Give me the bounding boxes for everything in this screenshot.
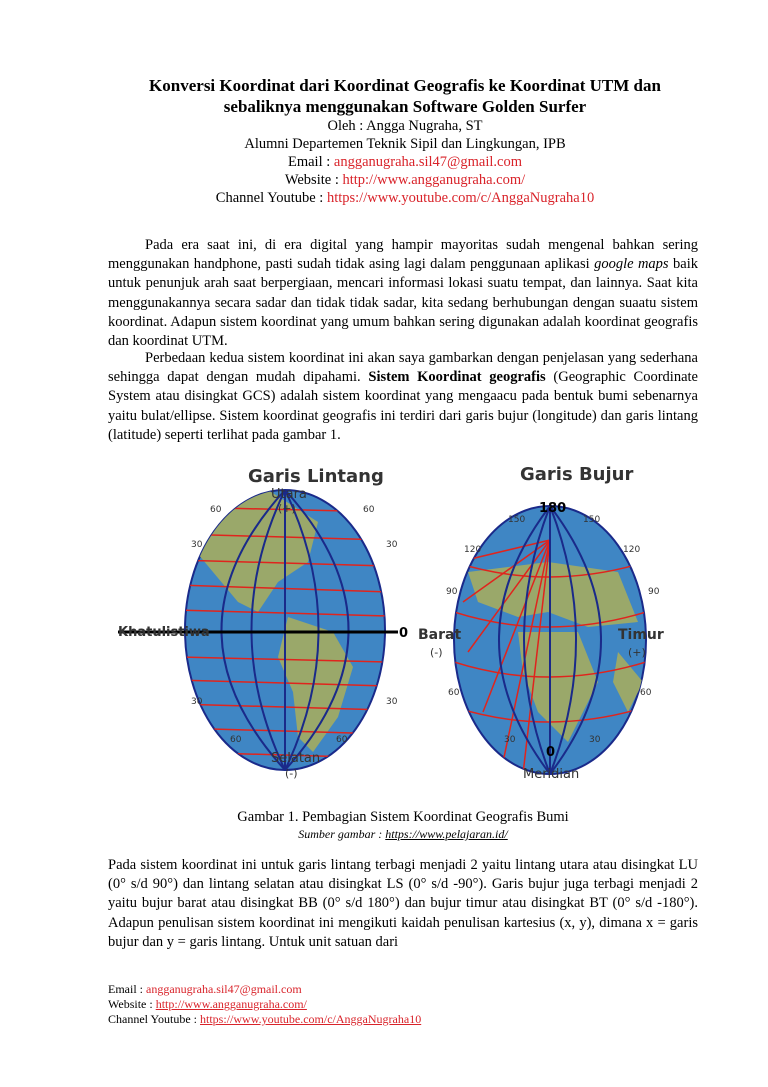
left-lat-30-ne: 30 — [386, 540, 398, 550]
paragraph-2-text-b: (Geographic Coordinate System atau disingkat GCS) adalah sistem koordinat yang mengaacu pada bentuk bumi sebenarnya yaitu bulat/ellipse. Sistem koordinat geografis ini terdiri dari garis bujur (longitude) dan garis lintang (latitude) seperti terlihat pada gambar 1. — [108, 369, 698, 443]
utara-sign: (+) — [278, 502, 296, 515]
title-line-1: Konversi Koordinat dari Koordinat Geografis ke Koordinat UTM dan — [149, 76, 661, 95]
left-zero-label: 0 — [399, 626, 409, 641]
footer-email-link[interactable]: angganugraha.sil47@gmail.com — [146, 982, 302, 996]
left-lat-60-nw: 60 — [210, 505, 222, 515]
title-line-2: sebaliknya menggunakan Software Golden Surfer — [223, 97, 587, 116]
youtube-line — [110, 189, 700, 207]
lon-30-west: 30 — [504, 735, 516, 745]
youtube-link[interactable]: https://www.youtube.com/c/AnggaNugraha10 — [326, 190, 595, 206]
garis-bujur-title: Garis Bujur — [520, 464, 634, 485]
timur-sign: (+) — [628, 646, 646, 659]
selatan-label: Selatan — [271, 751, 321, 766]
paragraph-1 — [108, 236, 698, 351]
paragraph-3: Pada sistem koordinat ini untuk garis lintang terbagi menjadi 2 yaitu lintang utara atau disingkat LU (0° s/d 90°) dan lintang selatan atau disingkat LS (0° s/d -90°). Garis bujur juga terbagi menjadi 2 yaitu bujur barat atau disingkat BB (0° s/d 180°) dan bujur timur atau disingkat BT (0° s/d -180°). Adapun penulisan sistem koordinat ini mengikuti kaidah penulisan kartesius (x, y), dimana x = garis bujur dan y = garis lintang. Untuk unit satuan dari — [108, 857, 698, 950]
left-lat-30-sw: 30 — [191, 697, 203, 707]
youtube-label: Channel Youtube : — [215, 190, 327, 206]
author-line: Oleh : Angga Nugraha, ST — [327, 118, 483, 134]
paragraph-1-text-b: baik untuk penunjuk arah saat berpergiaan, mencari informasi lokasi suatu tempat, dan lainnya. Saat kita menggunakannya secara sadar dan tidak tidak sadar, kita sedang berhubungan dengan suaatu sistem koordinat. Adapun sistem koordinat yang umum bahkan sering digunakan adalah koordinat geografis dan koordinat UTM. — [108, 256, 698, 350]
paragraph-1-italic: google maps — [594, 256, 669, 273]
footer-website-link[interactable]: http://www.angganugraha.com/ — [155, 997, 307, 1011]
lon-30-east: 30 — [589, 735, 601, 745]
garis-lintang-title: Garis Lintang — [248, 466, 384, 487]
paragraph-2-text-a: Perbedaan kedua sistem koordinat ini akan saya gambarkan dengan penjelasan yang sederhana sehingga dapat dengan mudah dipahami. — [108, 350, 698, 386]
affiliation-line: Alumni Departemen Teknik Sipil dan Lingkungan, IPB — [244, 136, 566, 152]
left-lat-60-ne: 60 — [363, 505, 375, 515]
lon-120-west: 120 — [464, 545, 482, 555]
footer-website-line — [108, 997, 421, 1012]
email-label: Email : — [287, 154, 334, 170]
website-link[interactable]: http://www.angganugraha.com/ — [342, 172, 526, 188]
footer-youtube-line — [108, 1012, 421, 1027]
lon-0-label: 0 — [546, 745, 556, 760]
website-line — [110, 171, 700, 189]
figure-globes — [118, 452, 664, 784]
email-link[interactable]: angganugraha.sil47@gmail.com — [333, 154, 523, 170]
left-lat-30-nw: 30 — [191, 540, 203, 550]
left-lat-60-sw: 60 — [230, 735, 242, 745]
selatan-sign: (-) — [285, 767, 298, 780]
utara-label: Utara — [271, 487, 307, 502]
meridian-label: Meridian — [523, 767, 580, 782]
email-line — [110, 153, 700, 171]
footer-email-label: Email : — [108, 982, 146, 996]
lon-150-east: 150 — [583, 515, 601, 525]
source-link[interactable]: https://www.pelajaran.id/ — [385, 827, 508, 841]
left-lat-60-se: 60 — [336, 735, 348, 745]
document-title — [110, 75, 700, 117]
barat-sign: (-) — [430, 646, 443, 659]
paragraph-2-bold: Sistem Koordinat geografis — [368, 369, 546, 386]
figure-caption: Gambar 1. Pembagian Sistem Koordinat Geografis Bumi — [237, 809, 569, 825]
figure-source — [108, 827, 698, 842]
footer-youtube-link[interactable]: https://www.youtube.com/c/AnggaNugraha10 — [200, 1012, 422, 1026]
left-lat-30-se: 30 — [386, 697, 398, 707]
lon-90-west: 90 — [446, 587, 458, 597]
website-label: Website : — [284, 172, 343, 188]
paragraph-2 — [108, 349, 698, 445]
lon-90-east: 90 — [648, 587, 660, 597]
footer-email-line — [108, 982, 421, 997]
globes-illustration — [118, 452, 664, 784]
lon-150-west: 150 — [508, 515, 526, 525]
page-footer — [108, 982, 421, 1027]
source-label: Sumber gambar : — [298, 827, 386, 841]
timur-label: Timur — [618, 627, 664, 643]
lon-120-east: 120 — [623, 545, 641, 555]
lon-60-west: 60 — [448, 688, 460, 698]
barat-label: Barat — [418, 627, 462, 643]
footer-website-label: Website : — [108, 997, 156, 1011]
paragraph-1-text-a: Pada era saat ini, di era digital yang hampir mayoritas sudah mengenal bahkan sering menggunakan handphone, pasti sudah tidak asing lagi dalam penggunaan aplikasi — [108, 237, 698, 273]
footer-youtube-label: Channel Youtube : — [108, 1012, 201, 1026]
lon-60-east: 60 — [640, 688, 652, 698]
lon-180-label: 180 — [539, 501, 567, 516]
khatulistiwa-label: Khatulistiwa — [118, 625, 210, 640]
